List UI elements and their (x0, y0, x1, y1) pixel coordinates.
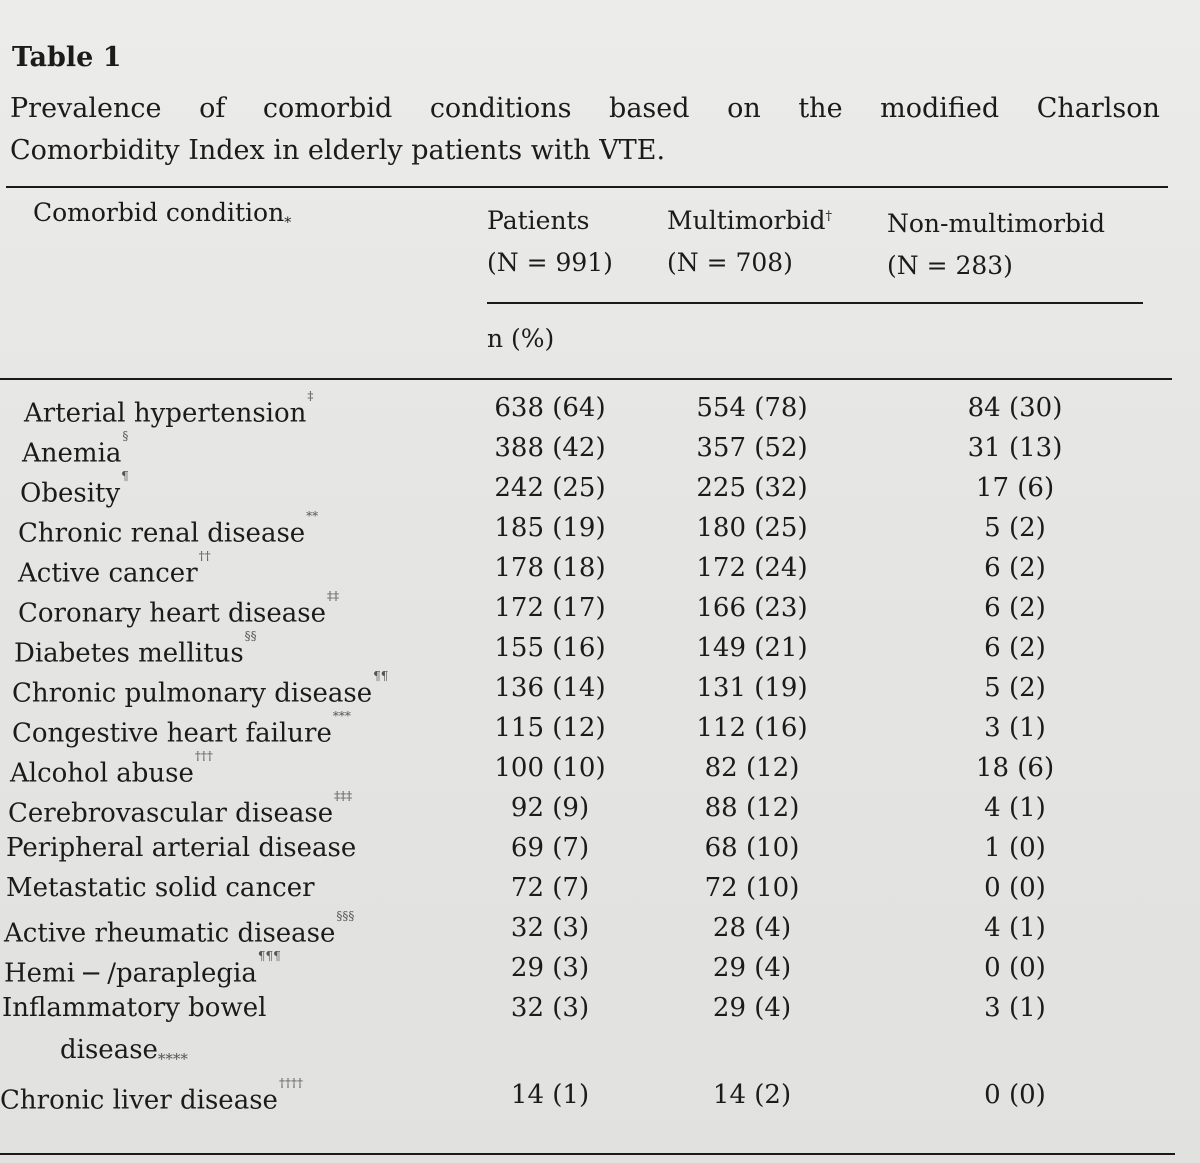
cell-condition (20, 468, 129, 514)
footnote-mark: § (122, 429, 129, 443)
cell-non-multimorbid: 1 (0) (984, 833, 1046, 863)
header-unit: n (%) (487, 324, 555, 353)
table-row (0, 988, 1200, 1028)
condition-label: Chronic pulmonary disease (12, 678, 373, 709)
table-caption (10, 88, 1160, 172)
table-row (0, 788, 1200, 828)
footnote-mark: **** (157, 1050, 188, 1068)
cell-condition (8, 788, 352, 834)
cell-multimorbid: 29 (4) (712, 993, 792, 1023)
table-row (0, 868, 1200, 908)
cell-patients: 69 (7) (510, 833, 590, 863)
cell-multimorbid: 131 (19) (696, 673, 808, 703)
cell-non-multimorbid: 5 (2) (984, 513, 1046, 543)
cell-patients: 32 (3) (510, 913, 590, 943)
cell-non-multimorbid: 0 (0) (984, 1080, 1046, 1110)
header-condition-label: Comorbid condition (33, 198, 285, 227)
table-row (0, 508, 1200, 548)
cell-patients: 115 (12) (494, 713, 606, 743)
condition-label: Cerebrovascular disease (8, 798, 334, 829)
cell-condition (2, 988, 266, 1028)
header-non-multimorbid-n: (N = 283) (887, 251, 1013, 280)
table-row (0, 1030, 1200, 1070)
cell-multimorbid: 554 (78) (696, 393, 808, 423)
cell-non-multimorbid: 6 (2) (984, 593, 1046, 623)
cell-patients: 29 (3) (510, 953, 590, 983)
cell-patients: 185 (19) (494, 513, 606, 543)
condition-label: disease (60, 1035, 158, 1065)
condition-label: Congestive heart failure (12, 718, 332, 749)
cell-multimorbid: 82 (12) (704, 753, 800, 783)
caption-word: modified (880, 93, 1000, 124)
header-condition (33, 192, 291, 238)
cell-non-multimorbid: 4 (1) (984, 913, 1046, 943)
cell-condition (6, 828, 356, 868)
header-condition-mark: * (284, 215, 292, 231)
cell-non-multimorbid: 3 (1) (984, 713, 1046, 743)
cell-condition (4, 908, 354, 954)
cell-condition (18, 508, 318, 554)
condition-label: Metastatic solid cancer (6, 873, 315, 903)
header-multimorbid-mark: † (825, 209, 832, 224)
condition-label: Anemia (22, 438, 122, 469)
cell-patients: 14 (1) (510, 1080, 590, 1110)
cell-patients: 136 (14) (494, 673, 606, 703)
condition-label: Coronary heart disease (18, 598, 326, 629)
cell-condition (0, 1075, 303, 1121)
caption-line-1 (10, 88, 1160, 130)
footnote-mark: ‡ (307, 389, 314, 403)
cell-non-multimorbid: 0 (0) (984, 953, 1046, 983)
cell-multimorbid: 166 (23) (696, 593, 808, 623)
cell-non-multimorbid: 84 (30) (967, 393, 1063, 423)
condition-label: Alcohol abuse (10, 758, 194, 789)
footnote-mark: †††† (278, 1076, 303, 1090)
footnote-mark: ** (306, 509, 319, 523)
caption-word: Prevalence (10, 93, 162, 124)
cell-patients: 100 (10) (494, 753, 606, 783)
caption-word: on (727, 93, 761, 124)
cell-condition (22, 428, 128, 474)
condition-label: Chronic liver disease (0, 1085, 278, 1116)
cell-non-multimorbid: 6 (2) (984, 633, 1046, 663)
caption-word: comorbid (262, 93, 393, 124)
caption-word: conditions (429, 93, 572, 124)
footnote-mark: §§ (244, 629, 257, 643)
cell-non-multimorbid: 17 (6) (975, 473, 1055, 503)
cell-non-multimorbid: 3 (1) (984, 993, 1046, 1023)
cell-multimorbid: 225 (32) (696, 473, 808, 503)
cell-patients: 92 (9) (510, 793, 590, 823)
table-row (0, 548, 1200, 588)
top-rule (6, 186, 1168, 188)
cell-patients: 155 (16) (494, 633, 606, 663)
cell-non-multimorbid: 31 (13) (967, 433, 1063, 463)
condition-label: Active cancer (18, 558, 198, 589)
table-row (0, 708, 1200, 748)
table-row (0, 468, 1200, 508)
cell-multimorbid: 357 (52) (696, 433, 808, 463)
footnote-mark: ¶¶¶ (257, 949, 281, 963)
caption-word: the (798, 93, 843, 124)
cell-condition (4, 948, 281, 994)
table-row (0, 828, 1200, 868)
cell-non-multimorbid: 6 (2) (984, 553, 1046, 583)
cell-patients: 32 (3) (510, 993, 590, 1023)
footnote-mark: ¶¶ (373, 669, 389, 683)
cell-condition (60, 1030, 188, 1073)
condition-label: Peripheral arterial disease (6, 833, 357, 863)
condition-label: Chronic renal disease (18, 518, 306, 549)
table-row (0, 948, 1200, 988)
table-row (0, 588, 1200, 628)
cell-multimorbid: 29 (4) (712, 953, 792, 983)
cell-multimorbid: 172 (24) (696, 553, 808, 583)
condition-label: Active rheumatic disease (4, 918, 336, 949)
table-row (0, 388, 1200, 428)
cell-multimorbid: 149 (21) (696, 633, 808, 663)
bottom-rule (0, 1153, 1175, 1155)
cell-multimorbid: 88 (12) (704, 793, 800, 823)
header-non-multimorbid-label: Non-multimorbid (887, 209, 1106, 238)
header-multimorbid (667, 200, 832, 284)
header-patients-label: Patients (487, 206, 590, 235)
footnote-mark: ¶ (121, 469, 129, 483)
table-row (0, 628, 1200, 668)
cell-non-multimorbid: 4 (1) (984, 793, 1046, 823)
cell-non-multimorbid: 18 (6) (975, 753, 1055, 783)
cell-non-multimorbid: 5 (2) (984, 673, 1046, 703)
cell-multimorbid: 28 (4) (712, 913, 792, 943)
header-sub-rule (487, 302, 1143, 304)
cell-non-multimorbid: 0 (0) (984, 873, 1046, 903)
cell-multimorbid: 180 (25) (696, 513, 808, 543)
table-row (0, 908, 1200, 948)
cell-patients: 172 (17) (494, 593, 606, 623)
footnote-mark: †† (198, 549, 211, 563)
cell-multimorbid: 112 (16) (696, 713, 808, 743)
footnote-mark: ††† (194, 749, 213, 763)
header-multimorbid-n: (N = 708) (667, 248, 793, 277)
cell-condition (24, 388, 313, 434)
caption-word: of (199, 93, 226, 124)
header-multimorbid-label: Multimorbid (667, 206, 826, 235)
footnote-mark: *** (332, 709, 351, 723)
header-bottom-rule (0, 378, 1172, 380)
condition-label: Obesity (20, 478, 121, 509)
table-row (0, 1075, 1200, 1115)
condition-label: Hemi − /paraplegia (4, 958, 257, 989)
caption-word: based (609, 93, 690, 124)
condition-label: Diabetes mellitus (14, 638, 244, 669)
cell-condition (18, 548, 211, 594)
cell-patients: 242 (25) (494, 473, 606, 503)
footnote-mark: §§§ (336, 909, 355, 923)
header-patients (487, 200, 613, 284)
cell-condition (14, 628, 257, 674)
caption-line-2: Comorbidity Index in elderly patients with VTE. (10, 135, 666, 166)
cell-multimorbid: 14 (2) (712, 1080, 792, 1110)
caption-word: Charlson (1036, 93, 1160, 124)
cell-patients: 388 (42) (494, 433, 606, 463)
table-row (0, 428, 1200, 468)
cell-patients: 638 (64) (494, 393, 606, 423)
cell-multimorbid: 68 (10) (704, 833, 800, 863)
condition-label: Arterial hypertension (24, 398, 307, 429)
cell-patients: 178 (18) (494, 553, 606, 583)
cell-condition (6, 868, 315, 908)
header-patients-n: (N = 991) (487, 248, 613, 277)
table-row (0, 668, 1200, 708)
table-label: Table 1 (12, 42, 122, 73)
cell-condition (12, 668, 388, 714)
header-non-multimorbid (887, 203, 1105, 287)
footnote-mark: ‡‡ (326, 589, 339, 603)
cell-condition (18, 588, 339, 634)
condition-label: Inflammatory bowel (2, 993, 267, 1023)
cell-multimorbid: 72 (10) (704, 873, 800, 903)
cell-condition (12, 708, 351, 754)
table-row (0, 748, 1200, 788)
footnote-mark: ‡‡‡ (334, 789, 353, 803)
cell-patients: 72 (7) (510, 873, 590, 903)
cell-condition (10, 748, 213, 794)
